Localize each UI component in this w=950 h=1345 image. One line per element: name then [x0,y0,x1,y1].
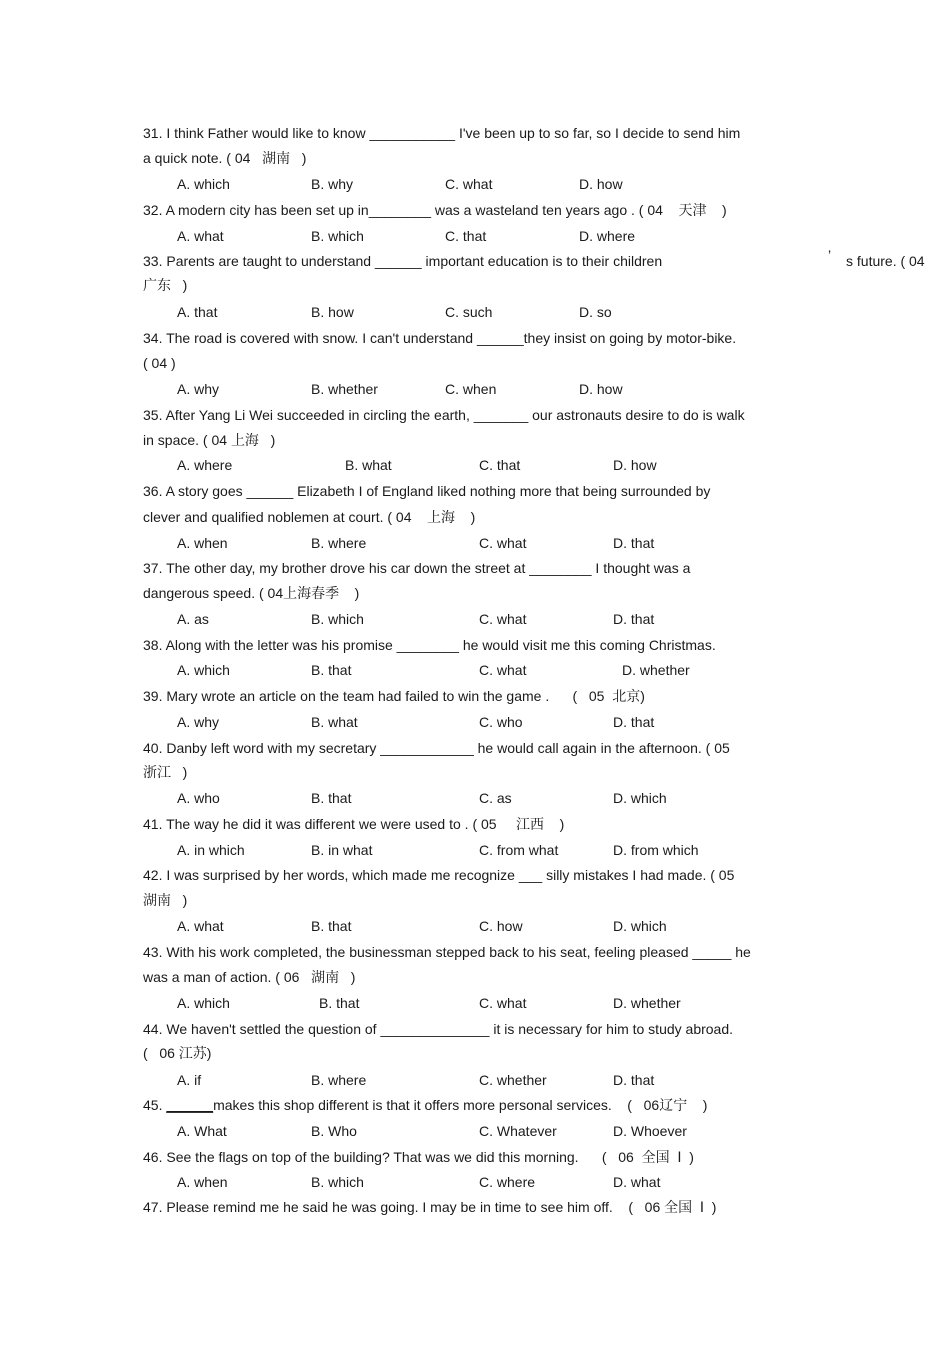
question-41-option-a: A. in which [177,842,245,858]
question-33-option-b: B. how [311,304,354,320]
question-40-option-c: C. as [479,790,512,806]
question-39-option-b: B. what [311,714,358,730]
question-32-option-d: D. where [579,228,636,244]
question-42-text: 42. I was surprised by her words, which made me recognize ___ silly mistakes I had made. ( 05 [143,867,735,883]
question-32-text: 32. A modern city has been set up in________ was a wasteland ten years ago . ( 04 天津 ) [143,202,727,218]
question-42-option-b: B. that [311,918,352,934]
question-36-option-c: C. what [479,535,527,551]
question-32-option-b: B. which [311,228,364,244]
question-40-source: 浙江 ) [143,764,188,780]
question-36-option-b: B. where [311,535,367,551]
question-33-option-c: C. such [445,304,493,320]
question-37-option-d: D. that [613,611,655,627]
question-46-option-b: B. which [311,1174,364,1190]
question-45-rest: makes this shop different is that it offers more personal services. ( 06辽宁 ) [213,1097,708,1113]
question-38-text: 38. Along with the letter was his promise ________ he would visit me this coming Christmas. [143,637,716,653]
question-38-option-c: C. what [479,662,527,678]
question-42-option-a: A. what [177,918,224,934]
question-43-option-d: D. whether [613,995,681,1011]
question-38-option-a: A. which [177,662,230,678]
question-34-option-c: C. when [445,381,497,397]
question-44-option-c: C. whether [479,1072,547,1088]
question-45-blank: ______ [166,1097,214,1113]
question-33-text-end: s future. ( 04 [846,253,925,269]
question-44-source: ( 06 江苏) [143,1045,212,1061]
question-33-text: 33. Parents are taught to understand ______ important education is to their children [143,253,663,269]
question-41-option-d: D. from which [613,842,699,858]
question-31-text: 31. I think Father would like to know ___________ I've been up to so far, so I decide to send him [143,125,741,141]
question-43-option-c: C. what [479,995,527,1011]
question-37-source: dangerous speed. ( 04上海春季 ) [143,585,360,601]
question-45-option-a: A. What [177,1123,227,1139]
question-44-option-b: B. where [311,1072,367,1088]
question-34-option-b: B. whether [311,381,378,397]
question-46-option-a: A. when [177,1174,228,1190]
question-42-option-c: C. how [479,918,523,934]
question-35-source: in space. ( 04 上海 ) [143,432,276,448]
question-31-option-c: C. what [445,176,493,192]
question-32-option-c: C. that [445,228,487,244]
question-41-text: 41. The way he did it was different we were used to . ( 05 江西 ) [143,816,565,832]
question-35-option-d: D. how [613,457,657,473]
question-43-text: 43. With his work completed, the businessman stepped back to his seat, feeling pleased _____ he [143,944,751,960]
question-31-option-a: A. which [177,176,230,192]
question-41-option-b: B. in what [311,842,373,858]
question-36-source: clever and qualified noblemen at court. ( 04 上海 ) [143,509,476,525]
question-39-option-a: A. why [177,714,220,730]
question-33-source: 广东 ) [143,277,188,293]
question-38-option-d: D. whether [622,662,690,678]
question-40-option-d: D. which [613,790,667,806]
question-46-text: 46. See the flags on top of the building? That was we did this morning. ( 06 全国 Ⅰ ) [143,1149,694,1165]
question-47-text: 47. Please remind me he said he was going. I may be in time to see him off. ( 06 全国 Ⅰ ) [143,1199,717,1215]
question-45-option-b: B. Who [311,1123,357,1139]
question-33-option-a: A. that [177,304,218,320]
question-35-option-a: A. where [177,457,233,473]
question-37-option-a: A. as [177,611,209,627]
question-43-option-a: A. which [177,995,230,1011]
question-37-option-b: B. which [311,611,364,627]
question-33-apostrophe: ’ [828,247,832,263]
question-32-option-a: A. what [177,228,224,244]
question-44-option-a: A. if [177,1072,202,1088]
question-43-source: was a man of action. ( 06 湖南 ) [143,969,356,985]
question-40-text: 40. Danby left word with my secretary ____________ he would call again in the afternoon. ( 05 [143,740,730,756]
question-36-text: 36. A story goes ______ Elizabeth I of England liked nothing more that being surrounded by [143,483,711,499]
question-40-option-b: B. that [311,790,352,806]
question-44-option-d: D. that [613,1072,655,1088]
question-39-option-c: C. who [479,714,523,730]
question-40-option-a: A. who [177,790,220,806]
question-37-text: 37. The other day, my brother drove his car down the street at ________ I thought was a [143,560,691,576]
question-42-option-d: D. which [613,918,667,934]
question-45-option-c: C. Whatever [479,1123,557,1139]
question-45-text [143,1098,707,1112]
question-45-option-d: D. Whoever [613,1123,687,1139]
question-45-number: 45. [143,1097,167,1113]
question-44-text: 44. We haven't settled the question of ______________ it is necessary for him to study abroad. [143,1021,734,1037]
question-34-text: 34. The road is covered with snow. I can't understand ______they insist on going by motor-bike. [143,330,737,346]
question-33-option-d: D. so [579,304,612,320]
question-39-option-d: D. that [613,714,655,730]
question-36-option-d: D. that [613,535,655,551]
question-31-source: a quick note. ( 04 湖南 ) [143,150,307,166]
question-37-option-c: C. what [479,611,527,627]
question-34-option-a: A. why [177,381,220,397]
question-46-option-d: D. what [613,1174,661,1190]
question-31-option-b: B. why [311,176,354,192]
question-36-option-a: A. when [177,535,228,551]
question-41-option-c: C. from what [479,842,559,858]
question-31-option-d: D. how [579,176,623,192]
question-38-option-b: B. that [311,662,352,678]
question-34-source: ( 04 ) [143,355,176,371]
question-35-option-b: B. what [345,457,392,473]
question-34-option-d: D. how [579,381,623,397]
question-43-option-b: B. that [319,995,360,1011]
question-42-source: 湖南 ) [143,892,188,908]
question-46-option-c: C. where [479,1174,536,1190]
question-35-option-c: C. that [479,457,521,473]
question-35-text: 35. After Yang Li Wei succeeded in circling the earth, _______ our astronauts desire to do is walk [143,407,745,423]
question-39-text: 39. Mary wrote an article on the team had failed to win the game . ( 05 北京) [143,688,645,704]
